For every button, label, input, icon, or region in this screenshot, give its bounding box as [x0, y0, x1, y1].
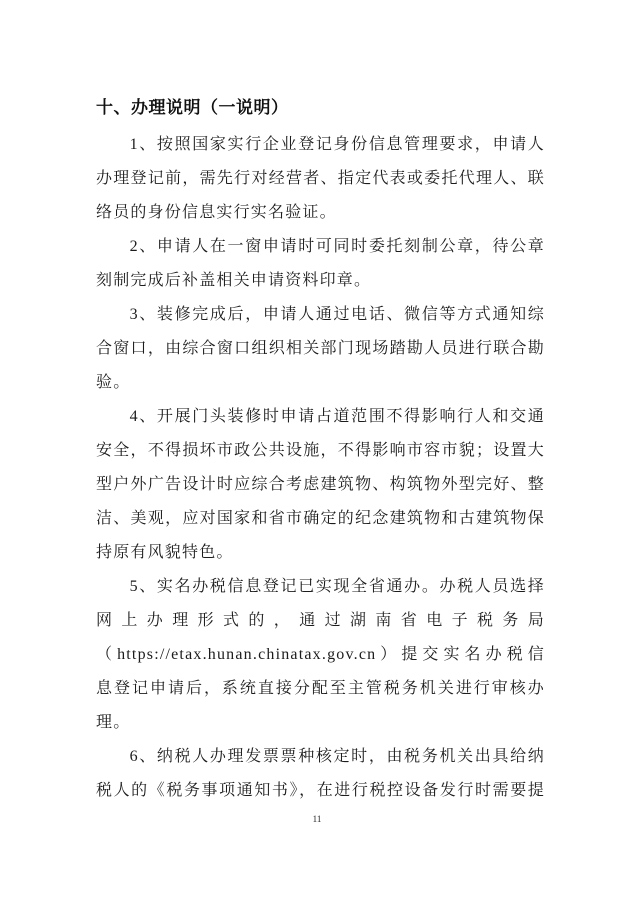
paragraph-2	[96, 230, 545, 298]
text-line: 持原有风貌特色。	[96, 544, 234, 561]
text-line: 验。	[96, 374, 131, 391]
page-number: 11	[312, 814, 322, 824]
text-line: 刻制完成后补盖相关申请资料印章。	[96, 272, 372, 289]
paragraph-4	[96, 400, 545, 570]
text-line: 税人的《税务事项通知书》，在进行税控设备发行时需要提	[96, 782, 545, 799]
text-line: 合窗口，由综合窗口组织相关部门现场踏勘人员进行联合勘	[96, 340, 545, 357]
text-line: 4、开展门头装修时申请占道范围不得影响行人和交通	[129, 408, 545, 425]
text-line: 3、装修完成后，申请人通过电话、微信等方式通知综	[129, 306, 545, 323]
text-line: （https://etax.hunan.chinatax.gov.cn）提交实名办税信	[96, 646, 545, 663]
text-line: 洁、美观，应对国家和省市确定的纪念建筑物和古建筑物保	[96, 510, 545, 527]
text-line: 办理登记前，需先行对经营者、指定代表或委托代理人、联	[96, 170, 545, 187]
text-line: 6、纳税人办理发票票种核定时，由税务机关出具给纳	[129, 748, 545, 765]
paragraph-1	[96, 128, 545, 230]
text-line: 1、按照国家实行企业登记身份信息管理要求，申请人	[129, 136, 545, 153]
text-line: 理。	[96, 714, 131, 731]
text-line: 息登记申请后，系统直接分配至主管税务机关进行审核办	[96, 680, 545, 697]
paragraph-6	[96, 740, 545, 808]
text-line: 型户外广告设计时应综合考虑建筑物、构筑物外型完好、整	[96, 476, 545, 493]
section-heading: 十、办理说明（一说明）	[96, 98, 289, 117]
text-line: 安全，不得损坏市政公共设施，不得影响市容市貌；设置大	[96, 442, 545, 459]
paragraph-3	[96, 298, 545, 400]
text-line: 网上办理形式的，通过湖南省电子税务局	[96, 612, 545, 629]
text-line: 5、实名办税信息登记已实现全省通办。办税人员选择	[129, 578, 545, 595]
text-line: 2、申请人在一窗申请时可同时委托刻制公章，待公章	[129, 238, 545, 255]
text-line: 络员的身份信息实行实名验证。	[96, 204, 337, 221]
paragraph-5	[96, 570, 545, 740]
